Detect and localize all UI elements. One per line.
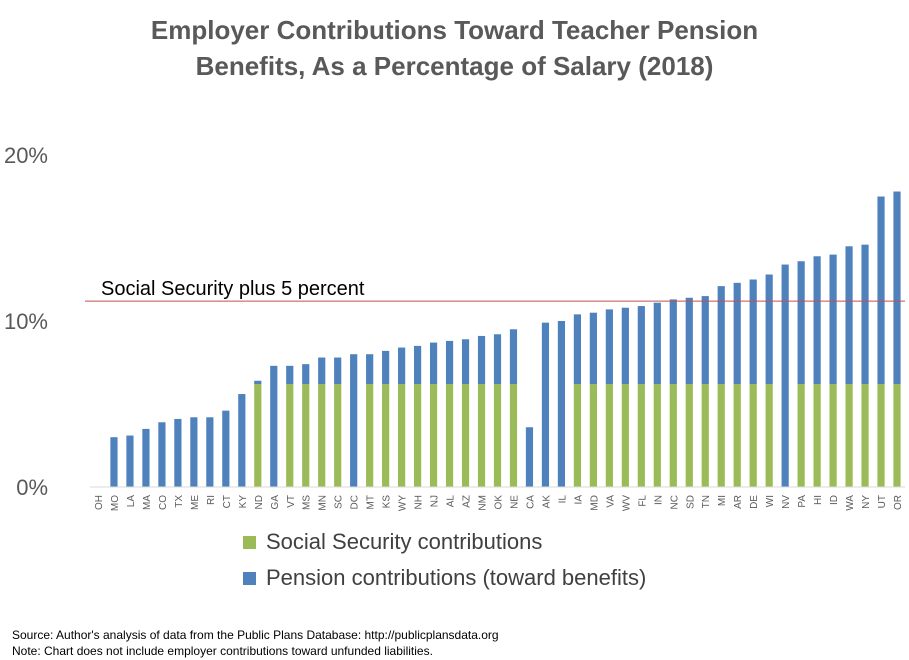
- bar-pension: [318, 358, 325, 385]
- x-tick-label: OK: [493, 495, 505, 510]
- x-tick-label: RI: [205, 495, 217, 505]
- x-tick-label: KS: [381, 495, 393, 509]
- reference-line-label: Social Security plus 5 percent: [101, 278, 365, 301]
- bar-pension: [126, 436, 133, 487]
- bar-social-security: [654, 384, 661, 487]
- x-tick-label: ND: [253, 495, 265, 510]
- bar-pension: [814, 256, 821, 384]
- x-tick-label: IA: [573, 495, 585, 505]
- bar-social-security: [430, 384, 437, 487]
- bar-pension: [238, 394, 245, 487]
- bar-social-security: [638, 384, 645, 487]
- bar-pension: [158, 422, 165, 487]
- x-tick-label: AK: [541, 495, 553, 509]
- x-tick-label: GA: [269, 495, 281, 510]
- x-tick-label: AR: [733, 495, 745, 509]
- bar-social-security: [734, 384, 741, 487]
- bar-pension: [861, 245, 868, 384]
- x-tick-label: HI: [813, 495, 825, 505]
- bar-pension: [110, 437, 117, 487]
- legend-swatch-social-security: [243, 536, 256, 549]
- x-tick-label: MD: [589, 495, 601, 511]
- bar-pension: [206, 417, 213, 487]
- x-tick-label: NY: [861, 495, 873, 509]
- bar-pension: [350, 354, 357, 487]
- x-tick-label: NC: [669, 495, 681, 510]
- x-tick-label: MN: [317, 495, 329, 511]
- bar-pension: [462, 339, 469, 384]
- bar-social-security: [814, 384, 821, 487]
- bar-pension: [686, 298, 693, 384]
- bar-pension: [798, 261, 805, 384]
- bar-social-security: [718, 384, 725, 487]
- x-tick-label: MT: [365, 495, 377, 510]
- bar-pension: [670, 299, 677, 384]
- bar-pension: [750, 280, 757, 385]
- legend-item-pension: [243, 560, 646, 596]
- bar-pension: [702, 296, 709, 384]
- bar-pension: [302, 364, 309, 384]
- bar-pension: [190, 417, 197, 487]
- bar-social-security: [893, 384, 900, 487]
- disclaimer-note: Note: Chart does not include employer contributions toward unfunded liabilities.: [12, 644, 433, 658]
- bar-pension: [254, 381, 261, 384]
- y-tick-label: 0%: [16, 475, 48, 500]
- bar-pension: [222, 411, 229, 487]
- x-tick-label: CA: [525, 495, 537, 509]
- bar-pension: [446, 341, 453, 384]
- legend-swatch-pension: [243, 572, 256, 585]
- x-tick-label: CT: [221, 495, 233, 509]
- footer-notes: [12, 627, 499, 659]
- bar-social-security: [462, 384, 469, 487]
- bar-social-security: [861, 384, 868, 487]
- bar-pension: [654, 303, 661, 384]
- bar-pension: [414, 346, 421, 384]
- bar-pension: [877, 197, 884, 385]
- chart-title-line-2: Benefits, As a Percentage of Salary (2018): [195, 51, 714, 81]
- bar-pension: [766, 275, 773, 385]
- bar-pension: [494, 334, 501, 384]
- bars-group: [110, 192, 900, 487]
- x-tick-label: OH: [93, 495, 105, 510]
- x-tick-label: WV: [621, 495, 633, 512]
- legend: [243, 524, 646, 596]
- bar-pension: [638, 306, 645, 384]
- bar-social-security: [494, 384, 501, 487]
- y-tick-label: 10%: [3, 309, 48, 334]
- bar-social-security: [766, 384, 773, 487]
- x-tick-label: MS: [301, 495, 313, 510]
- x-tick-label: WI: [765, 495, 777, 508]
- x-tick-label: WA: [845, 495, 857, 511]
- x-tick-label: NH: [413, 495, 425, 510]
- x-tick-label: TN: [701, 495, 713, 509]
- x-tick-label: NM: [477, 495, 489, 511]
- bar-pension: [734, 283, 741, 384]
- bar-social-security: [254, 384, 261, 487]
- y-tick-label: 20%: [3, 143, 48, 168]
- bar-social-security: [606, 384, 613, 487]
- bar-social-security: [302, 384, 309, 487]
- bar-social-security: [398, 384, 405, 487]
- bar-pension: [558, 321, 565, 487]
- x-tick-label: CO: [157, 495, 169, 510]
- bar-pension: [382, 351, 389, 384]
- bar-social-security: [622, 384, 629, 487]
- x-tick-label: SD: [685, 495, 697, 509]
- bar-social-security: [414, 384, 421, 487]
- bar-social-security: [686, 384, 693, 487]
- bar-pension: [829, 255, 836, 384]
- bar-social-security: [670, 384, 677, 487]
- x-tick-label: MO: [109, 495, 121, 512]
- y-axis-ticks: [4, 143, 48, 500]
- bar-pension: [430, 343, 437, 385]
- bar-pension: [574, 314, 581, 384]
- x-tick-label: FL: [637, 495, 649, 507]
- x-tick-label: IN: [653, 495, 665, 505]
- bar-pension: [606, 309, 613, 384]
- bar-social-security: [446, 384, 453, 487]
- x-tick-label: OR: [893, 495, 905, 510]
- chart-title-line-1: Employer Contributions Toward Teacher Pension: [150, 15, 759, 45]
- x-tick-label: AZ: [461, 495, 473, 508]
- bar-pension: [174, 419, 181, 487]
- bar-pension: [590, 313, 597, 384]
- x-tick-label: WY: [397, 495, 409, 512]
- x-tick-label: VT: [285, 495, 297, 508]
- x-tick-label: KY: [237, 495, 249, 509]
- bar-social-security: [702, 384, 709, 487]
- bar-pension: [526, 427, 533, 487]
- bar-pension: [270, 366, 277, 487]
- legend-label-pension: Pension contributions (toward benefits): [266, 565, 647, 590]
- bar-pension: [478, 336, 485, 384]
- x-tick-label: IL: [557, 495, 569, 504]
- bar-pension: [782, 265, 789, 487]
- x-tick-label: MI: [717, 495, 729, 507]
- x-tick-label: NE: [509, 495, 521, 509]
- x-tick-label: DC: [349, 495, 361, 510]
- bar-pension: [286, 366, 293, 384]
- bar-social-security: [286, 384, 293, 487]
- bar-social-security: [366, 384, 373, 487]
- bar-social-security: [334, 384, 341, 487]
- x-tick-label: PA: [797, 495, 809, 508]
- x-tick-label: TX: [173, 495, 185, 508]
- bar-social-security: [478, 384, 485, 487]
- bar-pension: [622, 308, 629, 384]
- bar-social-security: [318, 384, 325, 487]
- x-tick-label: VA: [605, 495, 617, 508]
- legend-label-social-security: Social Security contributions: [266, 529, 543, 554]
- bar-pension: [142, 429, 149, 487]
- bar-social-security: [510, 384, 517, 487]
- legend-item-social-security: [243, 524, 646, 560]
- bar-pension: [893, 192, 900, 385]
- bar-pension: [334, 358, 341, 385]
- x-tick-label: AL: [445, 495, 457, 508]
- source-note: Source: Author's analysis of data from the Public Plans Database: http://publicplansdata.org: [12, 628, 499, 642]
- x-tick-label: NV: [781, 495, 793, 509]
- x-tick-label: UT: [877, 495, 889, 509]
- x-tick-label: SC: [333, 495, 345, 509]
- x-tick-label: LA: [125, 495, 137, 508]
- bar-pension: [398, 348, 405, 385]
- bar-social-security: [590, 384, 597, 487]
- bar-social-security: [574, 384, 581, 487]
- bar-pension: [542, 323, 549, 487]
- bar-pension: [366, 354, 373, 384]
- x-tick-label: ID: [829, 495, 841, 505]
- x-tick-label: MA: [141, 495, 153, 510]
- x-tick-label: DE: [749, 495, 761, 509]
- x-tick-label: NJ: [429, 495, 441, 508]
- bar-pension: [510, 329, 517, 384]
- bar-social-security: [750, 384, 757, 487]
- x-axis-labels: [94, 495, 904, 512]
- bar-social-security: [877, 384, 884, 487]
- bar-social-security: [798, 384, 805, 487]
- bar-social-security: [845, 384, 852, 487]
- bar-social-security: [382, 384, 389, 487]
- x-tick-label: ME: [189, 495, 201, 510]
- bar-social-security: [829, 384, 836, 487]
- bar-pension: [845, 246, 852, 384]
